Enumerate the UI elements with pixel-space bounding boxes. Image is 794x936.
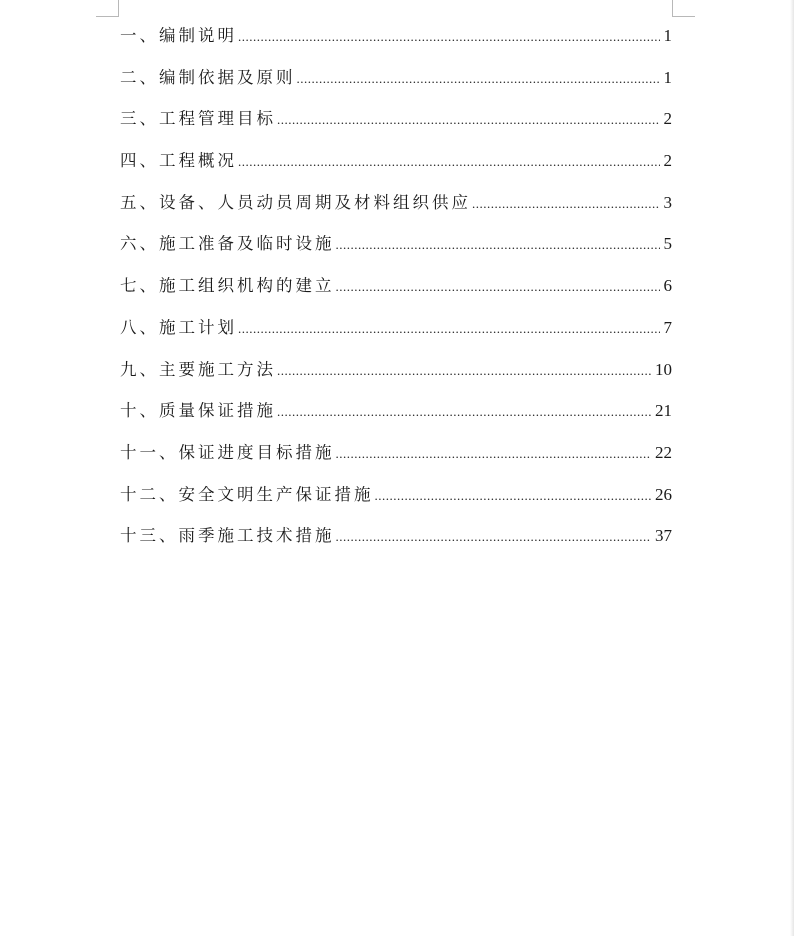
toc-entry-title: 八、施工计划 bbox=[120, 317, 237, 337]
toc-entry[interactable] bbox=[120, 103, 672, 145]
toc-entry-page: 6 bbox=[663, 276, 672, 296]
crop-mark-top-right bbox=[672, 0, 673, 16]
toc-entry-page: 7 bbox=[663, 317, 672, 337]
toc-leader-dots bbox=[277, 354, 651, 387]
toc-entry[interactable] bbox=[120, 228, 672, 270]
toc-entry-title: 六、施工准备及临时设施 bbox=[120, 234, 335, 254]
toc-entry-page: 5 bbox=[663, 234, 672, 254]
toc-entry[interactable] bbox=[120, 354, 672, 396]
toc-entry-page: 37 bbox=[655, 526, 672, 546]
toc-entry-page: 2 bbox=[663, 151, 672, 171]
toc-entry-title: 十三、雨季施工技术措施 bbox=[120, 526, 335, 546]
toc-entry-page: 10 bbox=[655, 359, 672, 379]
toc-entry-title: 十、质量保证措施 bbox=[120, 401, 276, 421]
toc-entry-page: 1 bbox=[663, 67, 672, 87]
toc-leader-dots bbox=[375, 479, 652, 512]
crop-mark-top-left bbox=[96, 16, 119, 17]
toc-leader-dots bbox=[277, 103, 660, 136]
toc-entry[interactable] bbox=[120, 395, 672, 437]
toc-leader-dots bbox=[336, 520, 652, 553]
toc-leader-dots bbox=[297, 62, 660, 95]
toc-entry[interactable] bbox=[120, 437, 672, 479]
toc-leader-dots bbox=[336, 270, 660, 303]
toc-entry[interactable] bbox=[120, 520, 672, 562]
toc-entry-title: 四、工程概况 bbox=[120, 151, 237, 171]
toc-entry[interactable] bbox=[120, 312, 672, 354]
toc-entry-title: 七、施工组织机构的建立 bbox=[120, 276, 335, 296]
toc-entry-page: 26 bbox=[655, 484, 672, 504]
toc-entry-page: 1 bbox=[663, 26, 672, 45]
toc-leader-dots bbox=[336, 228, 660, 261]
toc-leader-dots bbox=[238, 20, 660, 53]
toc-entry[interactable] bbox=[120, 270, 672, 312]
toc-entry-page: 22 bbox=[655, 442, 672, 462]
toc-entry-title: 一、编制说明 bbox=[120, 26, 237, 45]
toc-leader-dots bbox=[336, 437, 652, 470]
toc-entry[interactable] bbox=[120, 187, 672, 229]
toc-entry-title: 三、工程管理目标 bbox=[120, 109, 276, 129]
toc-leader-dots bbox=[238, 145, 660, 178]
table-of-contents bbox=[120, 20, 672, 562]
toc-entry[interactable] bbox=[120, 20, 672, 62]
toc-entry[interactable] bbox=[120, 145, 672, 187]
toc-entry-title: 二、编制依据及原则 bbox=[120, 67, 296, 87]
toc-entry-title: 十一、保证进度目标措施 bbox=[120, 442, 335, 462]
toc-entry-title: 五、设备、人员动员周期及材料组织供应 bbox=[120, 192, 471, 212]
toc-leader-dots bbox=[472, 187, 660, 220]
page-right-edge bbox=[790, 0, 794, 936]
toc-entry-page: 3 bbox=[663, 192, 672, 212]
toc-leader-dots bbox=[238, 312, 660, 345]
crop-mark-top-right bbox=[672, 16, 695, 17]
toc-entry-page: 2 bbox=[663, 109, 672, 129]
toc-entry[interactable] bbox=[120, 62, 672, 104]
crop-mark-top-left bbox=[118, 0, 119, 16]
toc-leader-dots bbox=[277, 395, 651, 428]
toc-entry-title: 十二、安全文明生产保证措施 bbox=[120, 484, 374, 504]
toc-entry[interactable] bbox=[120, 479, 672, 521]
toc-entry-title: 九、主要施工方法 bbox=[120, 359, 276, 379]
toc-entry-page: 21 bbox=[655, 401, 672, 421]
